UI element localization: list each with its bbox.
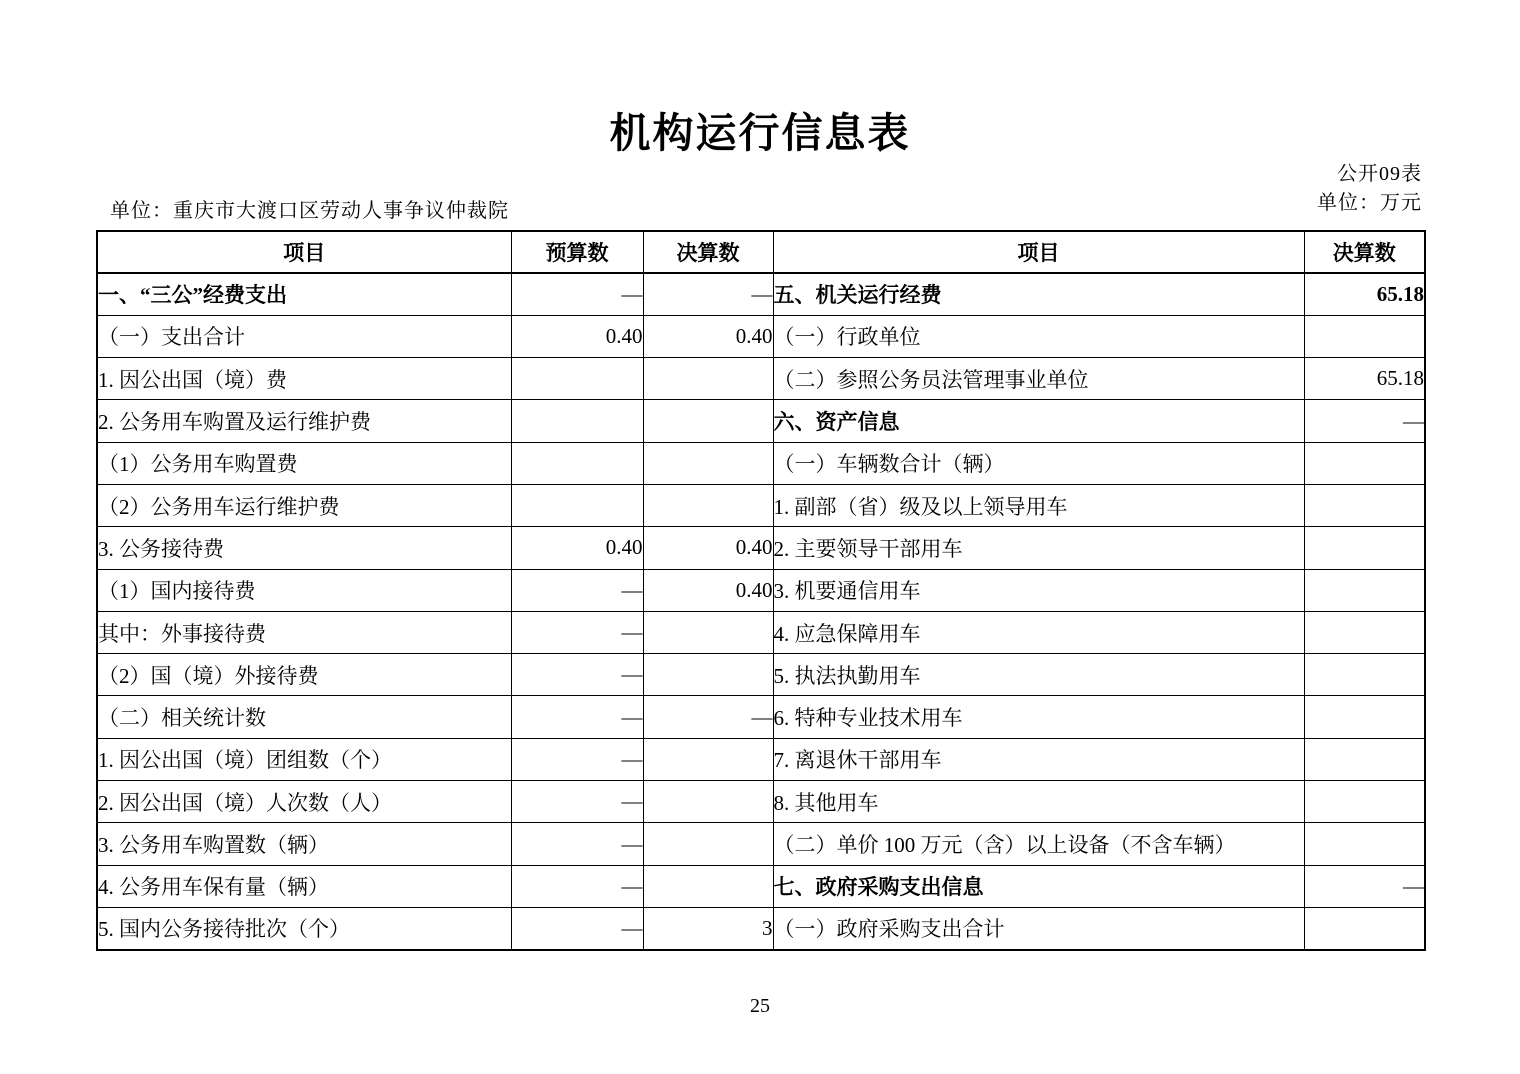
left-budget-value (511, 400, 643, 442)
organization-name: 单位：重庆市大渡口区劳动人事争议仲裁院 (110, 200, 509, 222)
table-row (97, 696, 1425, 738)
page-number: 25 (750, 995, 770, 1017)
left-item-label: 1. 因公出国（境）费 (97, 358, 511, 400)
left-item-label: 4. 公务用车保有量（辆） (97, 865, 511, 907)
left-budget-value: — (511, 696, 643, 738)
table-row (97, 484, 1425, 526)
right-final-value (1304, 823, 1425, 865)
table-row (97, 611, 1425, 653)
left-item-label: （二）相关统计数 (97, 696, 511, 738)
left-final-value (643, 484, 773, 526)
table-row (97, 273, 1425, 315)
left-final-value: — (643, 696, 773, 738)
right-final-value (1304, 315, 1425, 357)
left-budget-value (511, 358, 643, 400)
right-final-value (1304, 907, 1425, 949)
left-budget-value: — (511, 907, 643, 949)
table-meta (1317, 160, 1422, 218)
table-row (97, 315, 1425, 357)
left-final-value (643, 358, 773, 400)
right-item-label: （二）参照公务员法管理事业单位 (773, 358, 1304, 400)
left-item-label: 2. 公务用车购置及运行维护费 (97, 400, 511, 442)
left-item-label: 1. 因公出国（境）团组数（个） (97, 738, 511, 780)
left-budget-value: 0.40 (511, 527, 643, 569)
right-item-label: 七、政府采购支出信息 (773, 865, 1304, 907)
left-final-value (643, 611, 773, 653)
right-final-value (1304, 569, 1425, 611)
left-budget-value: — (511, 273, 643, 315)
left-budget-value: — (511, 823, 643, 865)
left-final-value: 0.40 (643, 527, 773, 569)
table-row (97, 654, 1425, 696)
table-row (97, 907, 1425, 949)
left-item-label: 5. 国内公务接待批次（个） (97, 907, 511, 949)
right-item-label: （一）车辆数合计（辆） (773, 442, 1304, 484)
unit-note: 单位：万元 (1317, 192, 1422, 214)
left-budget-value: — (511, 611, 643, 653)
left-item-label: （1）公务用车购置费 (97, 442, 511, 484)
table-row (97, 442, 1425, 484)
left-budget-value: — (511, 781, 643, 823)
left-final-value (643, 823, 773, 865)
right-final-value (1304, 696, 1425, 738)
table-code: 公开09表 (1337, 163, 1422, 185)
left-item-label: 其中：外事接待费 (97, 611, 511, 653)
right-final-value (1304, 484, 1425, 526)
left-item-label: 一、“三公”经费支出 (97, 273, 511, 315)
left-final-value: 0.40 (643, 569, 773, 611)
table-row (97, 358, 1425, 400)
header-final-left: 决算数 (643, 231, 773, 273)
left-budget-value (511, 484, 643, 526)
right-item-label: 六、资产信息 (773, 400, 1304, 442)
left-budget-value: — (511, 654, 643, 696)
left-final-value (643, 442, 773, 484)
table-row (97, 569, 1425, 611)
header-row (97, 231, 1425, 273)
left-final-value (643, 738, 773, 780)
left-item-label: 3. 公务用车购置数（辆） (97, 823, 511, 865)
right-item-label: （二）单价 100 万元（含）以上设备（不含车辆） (773, 823, 1304, 865)
left-budget-value: — (511, 865, 643, 907)
right-final-value: 65.18 (1304, 273, 1425, 315)
header-item-right: 项目 (773, 231, 1304, 273)
left-budget-value: 0.40 (511, 315, 643, 357)
table-row (97, 400, 1425, 442)
left-final-value (643, 865, 773, 907)
left-item-label: （2）公务用车运行维护费 (97, 484, 511, 526)
left-budget-value (511, 442, 643, 484)
header-final-right: 决算数 (1304, 231, 1425, 273)
left-final-value: — (643, 273, 773, 315)
table-row (97, 527, 1425, 569)
left-item-label: 2. 因公出国（境）人次数（人） (97, 781, 511, 823)
right-item-label: 5. 执法执勤用车 (773, 654, 1304, 696)
header-item-left: 项目 (97, 231, 511, 273)
right-item-label: 3. 机要通信用车 (773, 569, 1304, 611)
right-final-value (1304, 781, 1425, 823)
right-final-value (1304, 527, 1425, 569)
table-row (97, 865, 1425, 907)
table-row (97, 781, 1425, 823)
header-budget: 预算数 (511, 231, 643, 273)
right-item-label: 4. 应急保障用车 (773, 611, 1304, 653)
right-final-value: — (1304, 400, 1425, 442)
right-final-value (1304, 611, 1425, 653)
left-item-label: （2）国（境）外接待费 (97, 654, 511, 696)
table-row (97, 738, 1425, 780)
left-final-value: 0.40 (643, 315, 773, 357)
left-item-label: （一）支出合计 (97, 315, 511, 357)
right-final-value: 65.18 (1304, 358, 1425, 400)
left-final-value (643, 654, 773, 696)
right-item-label: 8. 其他用车 (773, 781, 1304, 823)
right-item-label: 7. 离退休干部用车 (773, 738, 1304, 780)
right-item-label: 6. 特种专业技术用车 (773, 696, 1304, 738)
right-item-label: （一）政府采购支出合计 (773, 907, 1304, 949)
right-final-value: — (1304, 865, 1425, 907)
left-budget-value: — (511, 569, 643, 611)
right-final-value (1304, 442, 1425, 484)
left-final-value (643, 781, 773, 823)
left-final-value (643, 400, 773, 442)
right-final-value (1304, 654, 1425, 696)
table-row (97, 823, 1425, 865)
left-item-label: （1）国内接待费 (97, 569, 511, 611)
page-title: 机构运行信息表 (609, 110, 911, 156)
left-budget-value: — (511, 738, 643, 780)
institution-operation-table (96, 230, 1426, 951)
left-final-value: 3 (643, 907, 773, 949)
right-final-value (1304, 738, 1425, 780)
left-item-label: 3. 公务接待费 (97, 527, 511, 569)
right-item-label: 1. 副部（省）级及以上领导用车 (773, 484, 1304, 526)
right-item-label: 五、机关运行经费 (773, 273, 1304, 315)
right-item-label: 2. 主要领导干部用车 (773, 527, 1304, 569)
right-item-label: （一）行政单位 (773, 315, 1304, 357)
